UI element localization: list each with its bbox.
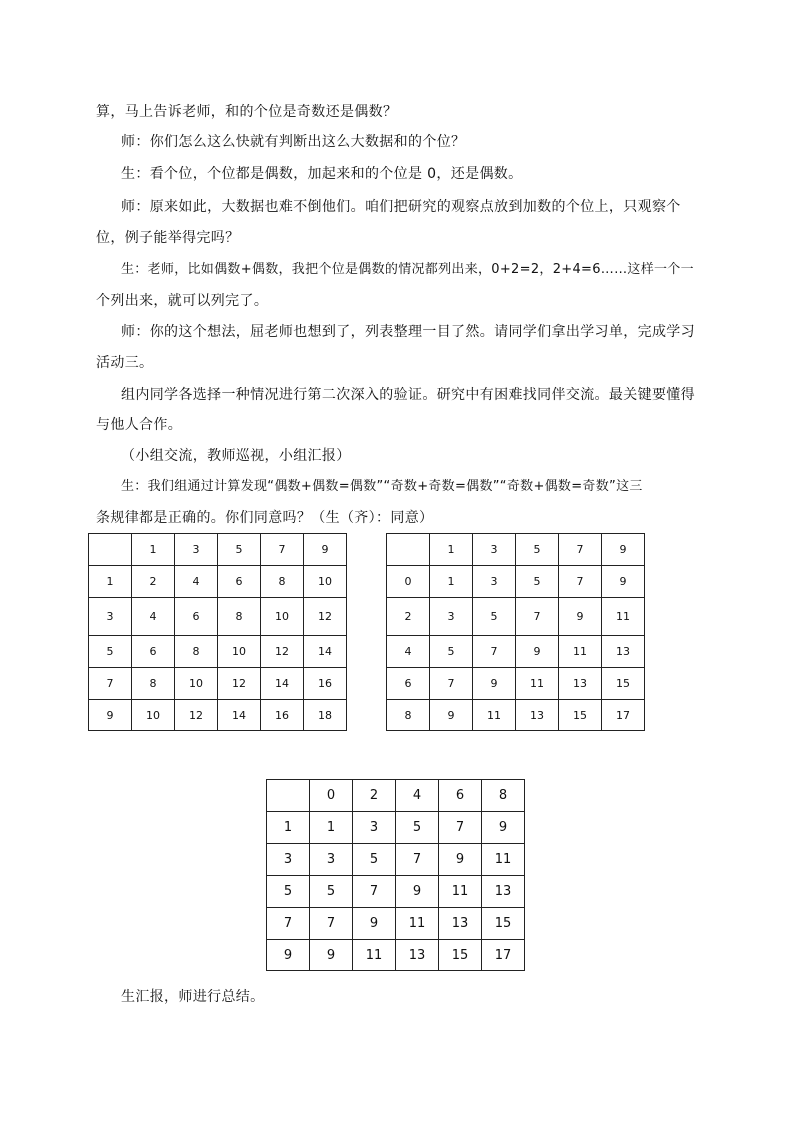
table-header-cell: 7 — [261, 534, 304, 566]
table-cell: 5 — [516, 566, 559, 598]
table-cell: 15 — [559, 700, 602, 731]
table-cell: 11 — [473, 700, 516, 731]
table-cell: 6 — [218, 566, 261, 598]
table-cell: 13 — [602, 636, 645, 668]
paragraph-line: 师：你的这个想法，屈老师也想到了，列表整理一目了然。请同学们拿出学习单，完成学习 — [121, 324, 695, 340]
table-cell: 10 — [261, 598, 304, 636]
table-row-header-cell: 4 — [387, 636, 430, 668]
table-cell: 8 — [132, 668, 175, 700]
table-cell: 14 — [261, 668, 304, 700]
table-cell: 10 — [304, 566, 347, 598]
table-cell: 4 — [132, 598, 175, 636]
table-cell: 5 — [353, 844, 396, 876]
table-header-cell: 2 — [353, 780, 396, 812]
table-cell: 3 — [430, 598, 473, 636]
paragraph-line: 活动三。 — [96, 355, 154, 371]
table-cell: 7 — [430, 668, 473, 700]
table-cell: 12 — [304, 598, 347, 636]
table-cell: 1 — [310, 812, 353, 844]
table-header-cell: 3 — [175, 534, 218, 566]
table-cell: 11 — [482, 844, 525, 876]
table-cell: 5 — [430, 636, 473, 668]
table-cell: 13 — [439, 908, 482, 940]
table-header-cell: 1 — [132, 534, 175, 566]
addition-table-even-plus-odd — [386, 533, 645, 731]
paragraph-line: 师：原来如此，大数据也难不倒他们。咱们把研究的观察点放到加数的个位上，只观察个 — [121, 199, 681, 215]
table-row-header-cell: 5 — [267, 876, 310, 908]
table-cell: 7 — [353, 876, 396, 908]
paragraph-line: 算，马上告诉老师，和的个位是奇数还是偶数？ — [96, 104, 398, 120]
table-cell: 7 — [396, 844, 439, 876]
table-row-header-cell: 5 — [89, 636, 132, 668]
table-cell: 13 — [559, 668, 602, 700]
table-header-cell: 9 — [602, 534, 645, 566]
table-cell: 12 — [218, 668, 261, 700]
table-row — [267, 812, 525, 844]
table-header-cell: 9 — [304, 534, 347, 566]
paragraph-line: 条规律都是正确的。你们同意吗？（生（齐）：同意） — [96, 510, 434, 526]
table-cell: 10 — [132, 700, 175, 731]
table-cell: 11 — [396, 908, 439, 940]
table-cell: 9 — [473, 668, 516, 700]
table-cell: 3 — [353, 812, 396, 844]
paragraph-line: 与他人合作。 — [96, 417, 183, 433]
paragraph-line: 个列出来，就可以列完了。 — [96, 293, 269, 309]
table-row-header-cell: 1 — [89, 566, 132, 598]
table-cell: 13 — [516, 700, 559, 731]
table-corner-cell — [89, 534, 132, 566]
table-cell: 12 — [175, 700, 218, 731]
table-header-cell: 1 — [430, 534, 473, 566]
paragraph-line: 师：你们怎么这么快就有判断出这么大数据和的个位？ — [121, 134, 466, 150]
table-row-header-cell: 6 — [387, 668, 430, 700]
table-row — [89, 668, 347, 700]
table-row-header-cell: 9 — [267, 940, 310, 971]
table-cell: 10 — [218, 636, 261, 668]
table-cell: 1 — [430, 566, 473, 598]
table-cell: 7 — [516, 598, 559, 636]
table-cell: 5 — [310, 876, 353, 908]
table-header-cell: 8 — [482, 780, 525, 812]
table-cell: 16 — [261, 700, 304, 731]
table-cell: 3 — [473, 566, 516, 598]
table-cell: 18 — [304, 700, 347, 731]
table-cell: 9 — [396, 876, 439, 908]
table-cell: 5 — [473, 598, 516, 636]
table-row-header-cell: 1 — [267, 812, 310, 844]
table-cell: 9 — [602, 566, 645, 598]
paragraph-line: 生：老师，比如偶数+偶数，我把个位是偶数的情况都列出来，0+2=2，2+4=6……这样一个一 — [121, 262, 694, 277]
table-header-cell: 3 — [473, 534, 516, 566]
table-row — [89, 636, 347, 668]
table-header-cell: 5 — [516, 534, 559, 566]
table-cell: 13 — [482, 876, 525, 908]
table-cell: 2 — [132, 566, 175, 598]
table-cell: 11 — [439, 876, 482, 908]
table-row — [89, 598, 347, 636]
table-header-row — [267, 780, 525, 812]
table-cell: 9 — [430, 700, 473, 731]
table-row-header-cell: 8 — [387, 700, 430, 731]
table-header-cell: 6 — [439, 780, 482, 812]
table-cell: 13 — [396, 940, 439, 971]
table-row — [387, 700, 645, 731]
paragraph-line: （小组交流，教师巡视，小组汇报） — [121, 448, 351, 464]
table-row-header-cell: 9 — [89, 700, 132, 731]
table-header-cell: 4 — [396, 780, 439, 812]
table-row-header-cell: 3 — [89, 598, 132, 636]
table-corner-cell — [267, 780, 310, 812]
table-cell: 9 — [516, 636, 559, 668]
table-cell: 9 — [439, 844, 482, 876]
table-row — [387, 668, 645, 700]
table-header-cell: 5 — [218, 534, 261, 566]
table-cell: 14 — [218, 700, 261, 731]
table-cell: 9 — [482, 812, 525, 844]
table-cell: 12 — [261, 636, 304, 668]
table-cell: 15 — [602, 668, 645, 700]
table-cell: 5 — [396, 812, 439, 844]
table-cell: 7 — [559, 566, 602, 598]
table-cell: 15 — [439, 940, 482, 971]
table-header-cell: 7 — [559, 534, 602, 566]
table-row — [387, 598, 645, 636]
table-row-header-cell: 7 — [89, 668, 132, 700]
table-cell: 6 — [175, 598, 218, 636]
table-cell: 3 — [310, 844, 353, 876]
table-cell: 8 — [261, 566, 304, 598]
table-cell: 14 — [304, 636, 347, 668]
table-cell: 17 — [482, 940, 525, 971]
paragraph-line: 生：看个位，个位都是偶数，加起来和的个位是 0，还是偶数。 — [121, 166, 523, 182]
table-cell: 9 — [353, 908, 396, 940]
table-row — [267, 876, 525, 908]
paragraph-line: 生：我们组通过计算发现“偶数+偶数=偶数”“奇数+奇数=偶数”“奇数+偶数=奇数”这三 — [121, 479, 643, 494]
table-row — [267, 844, 525, 876]
table-cell: 17 — [602, 700, 645, 731]
table-cell: 11 — [602, 598, 645, 636]
table-header-cell: 0 — [310, 780, 353, 812]
table-header-row — [89, 534, 347, 566]
table-row — [89, 700, 347, 731]
table-cell: 7 — [310, 908, 353, 940]
table-cell: 9 — [559, 598, 602, 636]
table-cell: 11 — [516, 668, 559, 700]
addition-table-odd-plus-even — [266, 779, 525, 971]
table-cell: 7 — [473, 636, 516, 668]
table-row-header-cell: 7 — [267, 908, 310, 940]
table-cell: 8 — [175, 636, 218, 668]
table-row-header-cell: 2 — [387, 598, 430, 636]
table-cell: 4 — [175, 566, 218, 598]
table-cell: 10 — [175, 668, 218, 700]
table-header-row — [387, 534, 645, 566]
table-cell: 16 — [304, 668, 347, 700]
table-row — [387, 566, 645, 598]
closing-line: 生汇报，师进行总结。 — [121, 989, 265, 1005]
table-corner-cell — [387, 534, 430, 566]
table-row — [89, 566, 347, 598]
table-cell: 6 — [132, 636, 175, 668]
paragraph-line: 组内同学各选择一种情况进行第二次深入的验证。研究中有困难找同伴交流。最关键要懂得 — [121, 387, 695, 403]
table-cell: 15 — [482, 908, 525, 940]
table-row — [267, 940, 525, 971]
table-cell: 9 — [310, 940, 353, 971]
table-row-header-cell: 0 — [387, 566, 430, 598]
addition-table-odd-plus-odd — [88, 533, 347, 731]
paragraph-line: 位，例子能举得完吗？ — [96, 230, 240, 246]
table-row — [267, 908, 525, 940]
table-cell: 11 — [353, 940, 396, 971]
table-cell: 7 — [439, 812, 482, 844]
table-cell: 8 — [218, 598, 261, 636]
table-row-header-cell: 3 — [267, 844, 310, 876]
table-row — [387, 636, 645, 668]
table-cell: 11 — [559, 636, 602, 668]
